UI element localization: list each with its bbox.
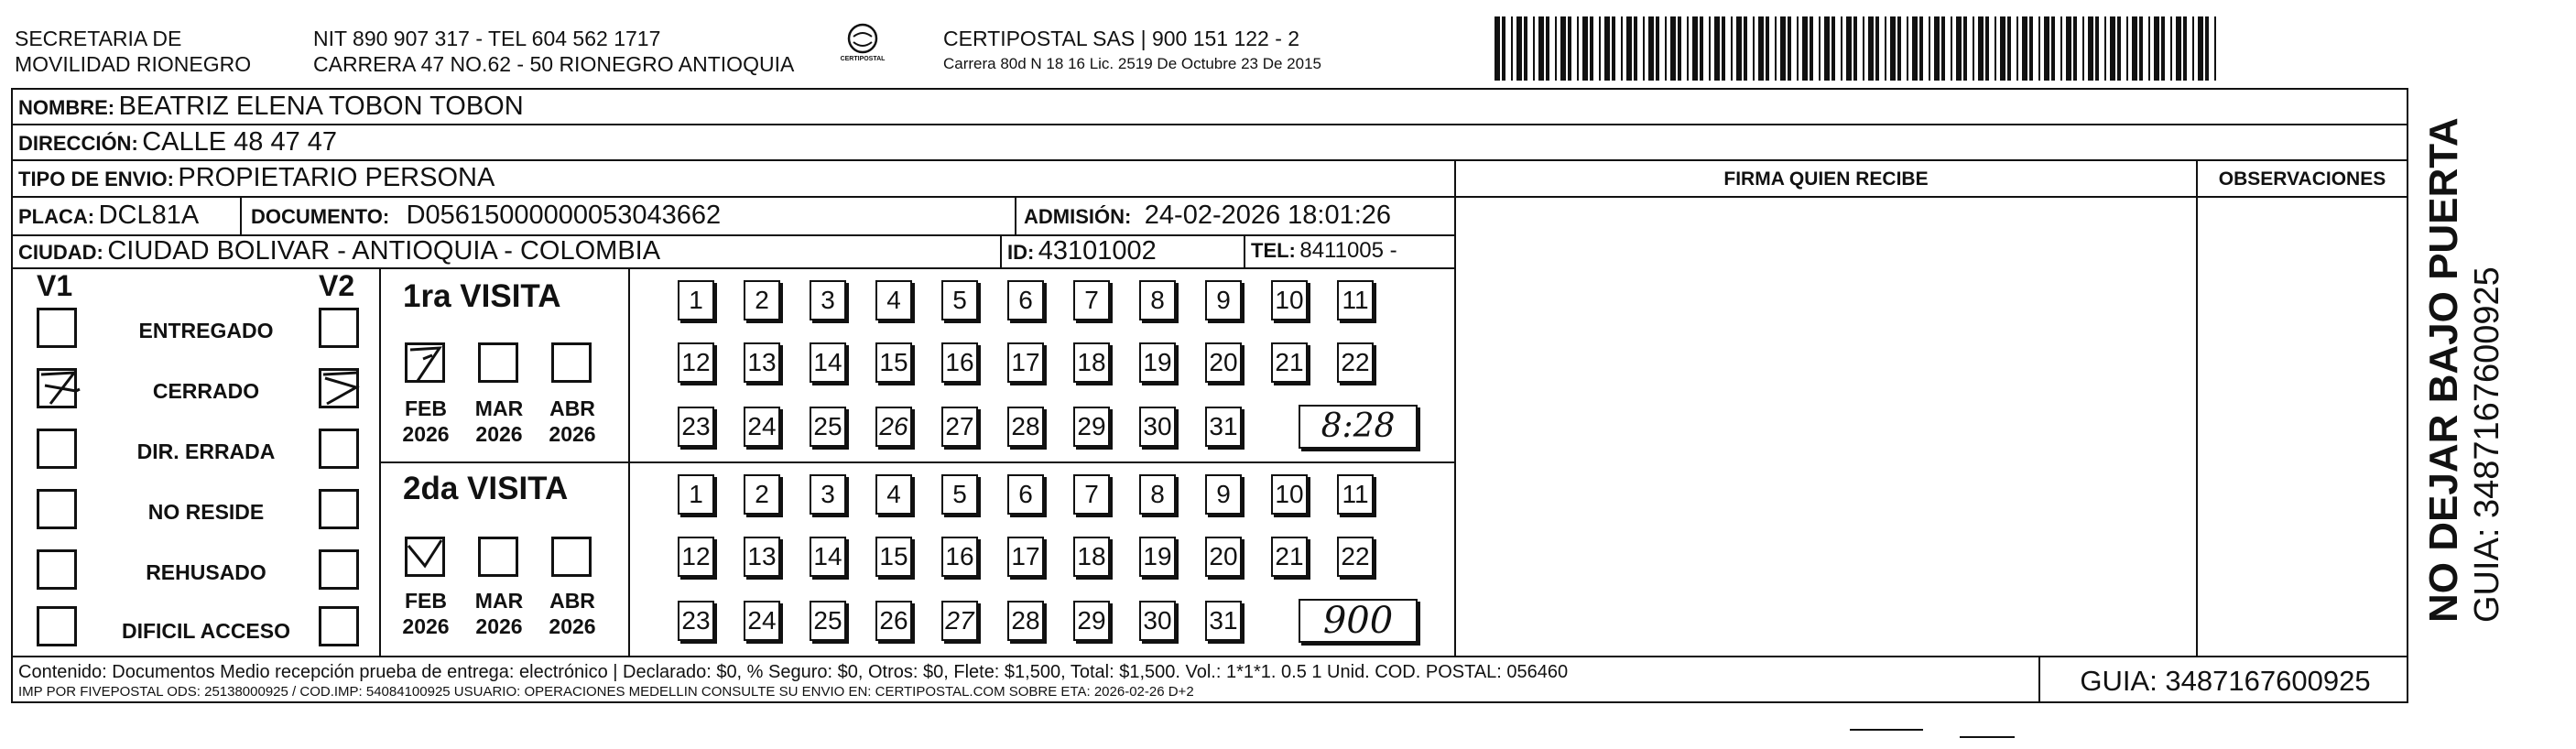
first-day-10[interactable]: 10 (1271, 280, 1308, 320)
row-divider (11, 124, 2408, 125)
barcode-bar (2038, 16, 2040, 81)
second-day-27[interactable]: 27 (941, 601, 978, 641)
first-day-20[interactable]: 20 (1205, 342, 1242, 383)
first-day-26[interactable]: 26 (875, 407, 912, 447)
v1-no-reside-checkbox[interactable] (37, 489, 77, 529)
barcode-bar (1495, 16, 1500, 81)
barcode-bar (1634, 16, 1637, 81)
first-day-30[interactable]: 30 (1139, 407, 1176, 447)
first-day-11[interactable]: 11 (1337, 280, 1374, 320)
second-day-7[interactable]: 7 (1073, 474, 1110, 515)
second-day-13[interactable]: 13 (744, 537, 780, 577)
signature-header: FIRMA QUIEN RECIBE (1723, 168, 1929, 190)
v1-rehusado-checkbox[interactable] (37, 549, 77, 590)
status-no-reside: NO RESIDE (147, 500, 265, 524)
address-label: DIRECCIÓN: (18, 132, 138, 155)
v2-dir-errada-checkbox[interactable] (319, 429, 359, 469)
second-day-26[interactable]: 26 (875, 601, 912, 641)
address-value: CALLE 48 47 47 (142, 127, 338, 157)
type-value: PROPIETARIO PERSONA (178, 163, 495, 192)
barcode-bar (1722, 16, 1725, 81)
first-day-17[interactable]: 17 (1007, 342, 1044, 383)
cell-divider (1244, 234, 1245, 267)
address-row (18, 127, 337, 157)
barcode-bar (1582, 16, 1588, 81)
barcode-bar (1994, 16, 1996, 81)
barcode-bar (1533, 16, 1535, 81)
month-name: MAR (474, 396, 524, 420)
first-day-24[interactable]: 24 (744, 407, 780, 447)
barcode-bar (1516, 16, 1522, 81)
barcode-bar (1934, 16, 1940, 81)
barcode-bar (2082, 16, 2084, 81)
month-name: MAR (474, 589, 524, 613)
id-value: 43101002 (1038, 236, 1157, 266)
admission-value: 24-02-2026 18:01:26 (1144, 201, 1392, 230)
barcode-bar (2029, 16, 2033, 81)
barcode-bar (1753, 16, 1755, 81)
barcode-bar (2161, 16, 2165, 81)
footer-contents: Contenido: Documentos Medio recepción prueba de entrega: electrónico | Declarado: $0, % Seguro: $0, Otros: $0, Flete: $1,500, Total: $1,500. Vol.: 1*1*1. 0.5 1 Unid. COD. POSTAL: 056460 (18, 662, 1569, 682)
barcode-bar (1568, 16, 1571, 81)
status-cerrado: CERRADO (152, 379, 260, 403)
barcode-bar (1831, 16, 1835, 81)
issuer-contact (313, 26, 794, 77)
barcode-bar (1744, 16, 1747, 81)
barcode-bar (2154, 16, 2159, 81)
courier-line2: Carrera 80d N 18 16 Lic. 2519 De Octubre 23 De 2015 (943, 55, 1321, 72)
nit-line: NIT 890 907 317 - TEL 604 562 1717 (313, 27, 661, 50)
first-time-value: 8:28 (1321, 407, 1396, 445)
first-visit-title: 1ra VISITA (403, 278, 561, 314)
logo-text: CERTIPOSTAL (840, 56, 886, 62)
plate-label: PLACA: (18, 205, 95, 228)
footer-guia-divider (2038, 656, 2040, 701)
id-label: ID: (1007, 241, 1035, 264)
barcode-bar (2183, 16, 2187, 81)
obs-left-border (2196, 159, 2198, 656)
second-day-25[interactable]: 25 (810, 601, 846, 641)
plate-value: DCL81A (98, 201, 200, 230)
issuer (15, 26, 251, 77)
barcode-bar (2073, 16, 2077, 81)
barcode-bar (1687, 16, 1689, 81)
observations-header: OBSERVACIONES (2218, 168, 2386, 190)
row-divider (11, 267, 1456, 269)
barcode-bar (2214, 16, 2216, 81)
first-day-7[interactable]: 7 (1073, 280, 1110, 320)
barcode-bar (1824, 16, 1830, 81)
barcode-bar (2176, 16, 2181, 81)
barcode-bar (1963, 16, 1967, 81)
first-abr-label (540, 396, 604, 447)
form-right-border (2407, 88, 2408, 701)
first-day-22[interactable]: 22 (1337, 342, 1374, 383)
first-day-18[interactable]: 18 (1073, 342, 1110, 383)
barcode-bar (2198, 16, 2203, 81)
document-label: DOCUMENTO: (251, 205, 390, 228)
type-label: TIPO DE ENVIO: (18, 168, 174, 190)
tel-value: 8411005 - (1299, 238, 1397, 263)
logo-icon (844, 22, 881, 55)
barcode-bar (1524, 16, 1527, 81)
month-year: 2026 (549, 422, 596, 446)
row-divider (11, 159, 2408, 161)
first-mar-label (467, 396, 531, 447)
barcode-bar (2095, 16, 2099, 81)
status-dificil-acceso: DIFICIL ACCESO (121, 619, 290, 643)
barcode-bar (2016, 16, 2018, 81)
address-line: CARRERA 47 NO.62 - 50 RIONEGRO ANTIOQUIA (313, 52, 795, 76)
first-time-box[interactable] (1299, 405, 1418, 449)
second-day-6[interactable]: 6 (1007, 474, 1044, 515)
second-day-11[interactable]: 11 (1337, 474, 1374, 515)
second-day-2[interactable]: 2 (744, 474, 780, 515)
barcode-bar (2192, 16, 2194, 81)
barcode-bar (1621, 16, 1623, 81)
v1-cerrado-checkbox[interactable] (37, 368, 77, 408)
barcode-bar (2022, 16, 2027, 81)
city-cell (18, 236, 660, 266)
barcode-bar (1643, 16, 1645, 81)
barcode-bar (2132, 16, 2137, 81)
barcode-graphic (1495, 16, 2225, 81)
first-day-8[interactable]: 8 (1139, 280, 1176, 320)
barcode-bar (1841, 16, 1842, 81)
second-day-1[interactable]: 1 (678, 474, 714, 515)
second-day-21[interactable]: 21 (1271, 537, 1308, 577)
barcode-bar (2051, 16, 2055, 81)
barcode-bar (1648, 16, 1654, 81)
second-feb-checkbox[interactable] (405, 537, 445, 577)
barcode-bar (2088, 16, 2093, 81)
barcode-bar (1670, 16, 1676, 81)
second-day-28[interactable]: 28 (1007, 601, 1044, 641)
month-year: 2026 (402, 614, 450, 638)
v2-rehusado-checkbox[interactable] (319, 549, 359, 590)
admission-cell (1024, 201, 1391, 231)
barcode-bar (1875, 16, 1879, 81)
barcode-bar (1700, 16, 1703, 81)
first-day-27[interactable]: 27 (941, 407, 978, 447)
first-abr-checkbox[interactable] (551, 342, 592, 383)
first-day-3[interactable]: 3 (810, 280, 846, 320)
barcode-bar (2066, 16, 2071, 81)
barcode-bar (1780, 16, 1786, 81)
barcode-bar (1626, 16, 1632, 81)
first-day-14[interactable]: 14 (810, 342, 846, 383)
first-day-2[interactable]: 2 (744, 280, 780, 320)
month-name: FEB (405, 396, 447, 420)
month-name: ABR (549, 589, 595, 613)
second-day-15[interactable]: 15 (875, 537, 912, 577)
second-time-box[interactable] (1299, 599, 1418, 643)
status-rehusado: REHUSADO (146, 560, 266, 584)
barcode-bar (1929, 16, 1930, 81)
month-name: FEB (405, 589, 447, 613)
first-day-31[interactable]: 31 (1205, 407, 1242, 447)
barcode-bar (1802, 16, 1808, 81)
month-year: 2026 (475, 422, 523, 446)
first-day-15[interactable]: 15 (875, 342, 912, 383)
barcode-bar (1775, 16, 1777, 81)
handwritten-mark-icon (36, 367, 82, 407)
city-value: CIUDAD BOLIVAR - ANTIOQUIA - COLOMBIA (107, 236, 661, 266)
document-cell (251, 201, 721, 231)
plate-cell (18, 201, 199, 231)
barcode-bar (1546, 16, 1549, 81)
second-day-5[interactable]: 5 (941, 474, 978, 515)
barcode-bar (1907, 16, 1908, 81)
barcode-bar (1656, 16, 1659, 81)
cell-divider (240, 196, 242, 234)
second-day-18[interactable]: 18 (1073, 537, 1110, 577)
barcode-bar (1766, 16, 1769, 81)
barcode-bar (1810, 16, 1813, 81)
months-days-divider (628, 267, 630, 656)
second-mar-label (467, 588, 531, 639)
second-day-29[interactable]: 29 (1073, 601, 1110, 641)
month-year: 2026 (549, 614, 596, 638)
v1-dir-errada-checkbox[interactable] (37, 429, 77, 469)
handwritten-mark-icon (405, 342, 445, 383)
first-mar-checkbox[interactable] (478, 342, 518, 383)
second-day-30[interactable]: 30 (1139, 601, 1176, 641)
first-day-5[interactable]: 5 (941, 280, 978, 320)
barcode-bar (1731, 16, 1733, 81)
status-entregado: ENTREGADO (138, 319, 274, 342)
second-mar-checkbox[interactable] (478, 537, 518, 577)
second-abr-label (540, 588, 604, 639)
handwritten-mark-icon (405, 537, 445, 577)
type-row (18, 163, 495, 193)
first-feb-label (394, 396, 458, 447)
first-day-25[interactable]: 25 (810, 407, 846, 447)
barcode-bar (2110, 16, 2115, 81)
barcode-bar (2104, 16, 2106, 81)
v2-no-reside-checkbox[interactable] (319, 489, 359, 529)
side-title: NO DEJAR BAJO PUERTA (2421, 117, 2466, 623)
v1-label: V1 (37, 269, 73, 302)
document-value: D05615000000053043662 (406, 201, 722, 230)
barcode-bar (1941, 16, 1945, 81)
second-day-20[interactable]: 20 (1205, 537, 1242, 577)
second-day-3[interactable]: 3 (810, 474, 846, 515)
barcode-bar (2044, 16, 2049, 81)
footer-divider (11, 656, 2408, 657)
scan-mark (1960, 736, 2015, 738)
barcode-bar (1951, 16, 1952, 81)
v1-dificil-acceso-checkbox[interactable] (37, 606, 77, 646)
cell-divider (1015, 196, 1016, 234)
barcode-bar (1502, 16, 1505, 81)
barcode-bar (2148, 16, 2150, 81)
footer-info (18, 661, 1568, 701)
barcode-bar (1819, 16, 1821, 81)
name-row (18, 92, 524, 122)
admission-label: ADMISIÓN: (1024, 205, 1132, 228)
first-day-6[interactable]: 6 (1007, 280, 1044, 320)
barcode-bar (1985, 16, 1989, 81)
second-day-14[interactable]: 14 (810, 537, 846, 577)
barcode-bar (1956, 16, 1962, 81)
barcode-bar (2170, 16, 2172, 81)
issuer-line1: SECRETARIA DE (15, 27, 182, 50)
month-year: 2026 (475, 614, 523, 638)
barcode-bar (1978, 16, 1984, 81)
barcode-bar (1678, 16, 1681, 81)
scan-mark (1850, 729, 1923, 731)
id-cell (1007, 236, 1157, 266)
v2-label: V2 (319, 269, 355, 302)
first-day-19[interactable]: 19 (1139, 342, 1176, 383)
courier-info (943, 26, 1321, 77)
barcode-bar (2139, 16, 2143, 81)
v2-dificil-acceso-checkbox[interactable] (319, 606, 359, 646)
barcode-bar (1692, 16, 1698, 81)
side-guia: GUIA: 3487167600925 (2468, 266, 2506, 623)
barcode-bar (2117, 16, 2121, 81)
courier-line1: CERTIPOSTAL SAS | 900 151 122 - 2 (943, 27, 1300, 50)
tel-cell (1251, 238, 1397, 264)
second-day-4[interactable]: 4 (875, 474, 912, 515)
second-day-31[interactable]: 31 (1205, 601, 1242, 641)
second-day-23[interactable]: 23 (678, 601, 714, 641)
second-day-12[interactable]: 12 (678, 537, 714, 577)
barcode-bar (2126, 16, 2128, 81)
barcode-bar (1560, 16, 1566, 81)
sign-left-border (1454, 159, 1456, 656)
second-day-17[interactable]: 17 (1007, 537, 1044, 577)
side-warning (2421, 117, 2507, 623)
name-value: BEATRIZ ELENA TOBON TOBON (118, 92, 524, 121)
first-day-28[interactable]: 28 (1007, 407, 1044, 447)
barcode-bar (1599, 16, 1601, 81)
barcode-bar (1736, 16, 1742, 81)
second-day-24[interactable]: 24 (744, 601, 780, 641)
name-label: NOMBRE: (18, 96, 115, 119)
barcode-bar (1897, 16, 1901, 81)
v2-entregado-checkbox[interactable] (319, 308, 359, 348)
form-left-border (11, 88, 13, 701)
barcode (1495, 16, 2225, 81)
month-name: ABR (549, 396, 595, 420)
issuer-line2: MOVILIDAD RIONEGRO (15, 52, 252, 76)
sign-header-divider (1456, 196, 2408, 198)
first-day-13[interactable]: 13 (744, 342, 780, 383)
barcode-bar (1863, 16, 1864, 81)
tel-label: TEL: (1251, 239, 1296, 262)
first-day-21[interactable]: 21 (1271, 342, 1308, 383)
barcode-bar (1885, 16, 1886, 81)
second-day-22[interactable]: 22 (1337, 537, 1374, 577)
barcode-bar (1511, 16, 1513, 81)
barcode-bar (1912, 16, 1918, 81)
barcode-bar (1612, 16, 1615, 81)
first-day-23[interactable]: 23 (678, 407, 714, 447)
barcode-bar (1665, 16, 1667, 81)
first-day-9[interactable]: 9 (1205, 280, 1242, 320)
first-day-12[interactable]: 12 (678, 342, 714, 383)
barcode-bar (1590, 16, 1593, 81)
barcode-bar (1973, 16, 1974, 81)
second-day-10[interactable]: 10 (1271, 474, 1308, 515)
row-divider (11, 196, 1456, 198)
first-day-29[interactable]: 29 (1073, 407, 1110, 447)
barcode-bar (2205, 16, 2209, 81)
form-top-border (11, 88, 2408, 90)
first-day-16[interactable]: 16 (941, 342, 978, 383)
footer-guia: GUIA: 3487167600925 (2080, 665, 2371, 697)
barcode-bar (1709, 16, 1711, 81)
barcode-bar (2060, 16, 2062, 81)
month-year: 2026 (402, 422, 450, 446)
barcode-bar (1846, 16, 1852, 81)
cell-divider (1000, 234, 1002, 267)
barcode-bar (1758, 16, 1764, 81)
status-dir-errada: DIR. ERRADA (136, 440, 276, 463)
barcode-bar (1853, 16, 1857, 81)
city-label: CIUDAD: (18, 241, 103, 264)
barcode-bar (1797, 16, 1799, 81)
certipostal-logo (835, 22, 890, 62)
first-day-4[interactable]: 4 (875, 280, 912, 320)
barcode-bar (1538, 16, 1544, 81)
v1-entregado-checkbox[interactable] (37, 308, 77, 348)
barcode-bar (1788, 16, 1791, 81)
footer-print-info: IMP POR FIVEPOSTAL ODS: 25138000925 / COD.IMP: 54084100925 USUARIO: OPERACIONES MEDELLIN CONSULTE SU ENVIO EN: CERTIPOSTAL.COM SOBRE ETA: 2026-02-26 D+2 (18, 684, 1194, 700)
barcode-bar (1604, 16, 1610, 81)
form-bottom-border (11, 701, 2408, 703)
barcode-bar (1555, 16, 1557, 81)
barcode-bar (1919, 16, 1923, 81)
handwritten-mark-icon (320, 367, 362, 407)
barcode-bar (2007, 16, 2011, 81)
first-feb-checkbox[interactable] (405, 342, 445, 383)
second-day-9[interactable]: 9 (1205, 474, 1242, 515)
barcode-bar (1577, 16, 1579, 81)
second-day-16[interactable]: 16 (941, 537, 978, 577)
first-day-1[interactable]: 1 (678, 280, 714, 320)
second-feb-label (394, 588, 458, 639)
barcode-bar (1868, 16, 1874, 81)
barcode-bar (2000, 16, 2005, 81)
second-visit-title: 2da VISITA (403, 471, 569, 506)
v2-cerrado-checkbox[interactable] (319, 368, 359, 408)
second-day-19[interactable]: 19 (1139, 537, 1176, 577)
barcode-bar (1714, 16, 1720, 81)
visit-divider (379, 461, 1456, 463)
second-day-8[interactable]: 8 (1139, 474, 1176, 515)
second-time-value: 900 (1322, 600, 1394, 642)
barcode-bar (1890, 16, 1896, 81)
second-abr-checkbox[interactable] (551, 537, 592, 577)
